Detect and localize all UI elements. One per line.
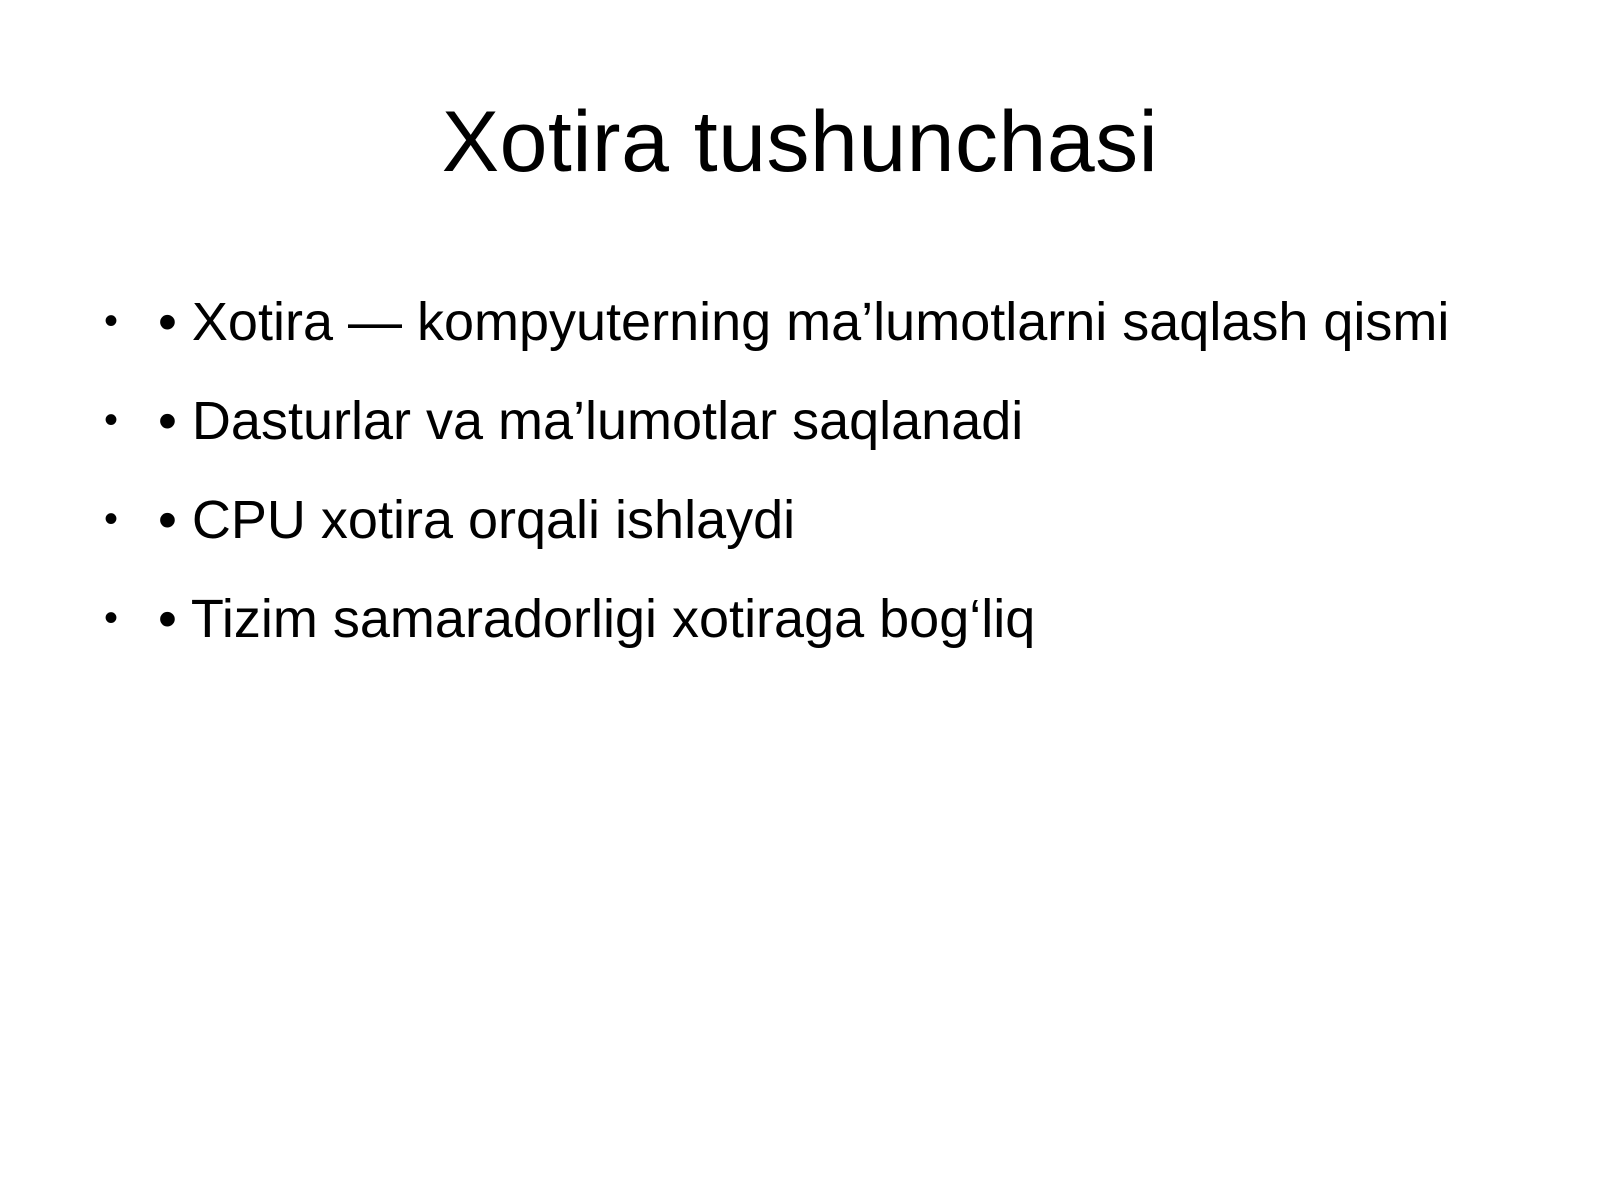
page-title: Xotira tushunchasi (441, 94, 1159, 190)
list-item-text: • CPU xotira orqali ishlaydi (158, 490, 796, 551)
bullet-list (96, 288, 1496, 684)
bullet-point-icon: • (104, 299, 119, 343)
list-item-text: • Tizim samaradorligi xotiraga bog‘liq (158, 589, 1036, 650)
list-item (96, 486, 1496, 555)
list-item-text: • Dasturlar va ma’lumotlar saqlanadi (158, 391, 1024, 452)
bullet-point-icon: • (104, 497, 119, 542)
list-item (96, 387, 1496, 456)
bullet-point-icon: • (104, 596, 119, 641)
list-item (96, 288, 1496, 357)
bullet-point-icon: • (104, 398, 119, 443)
list-item-text: • Xotira — kompyuterning ma’lumotlarni saqlash qismi (158, 292, 1450, 352)
list-item (96, 585, 1496, 654)
